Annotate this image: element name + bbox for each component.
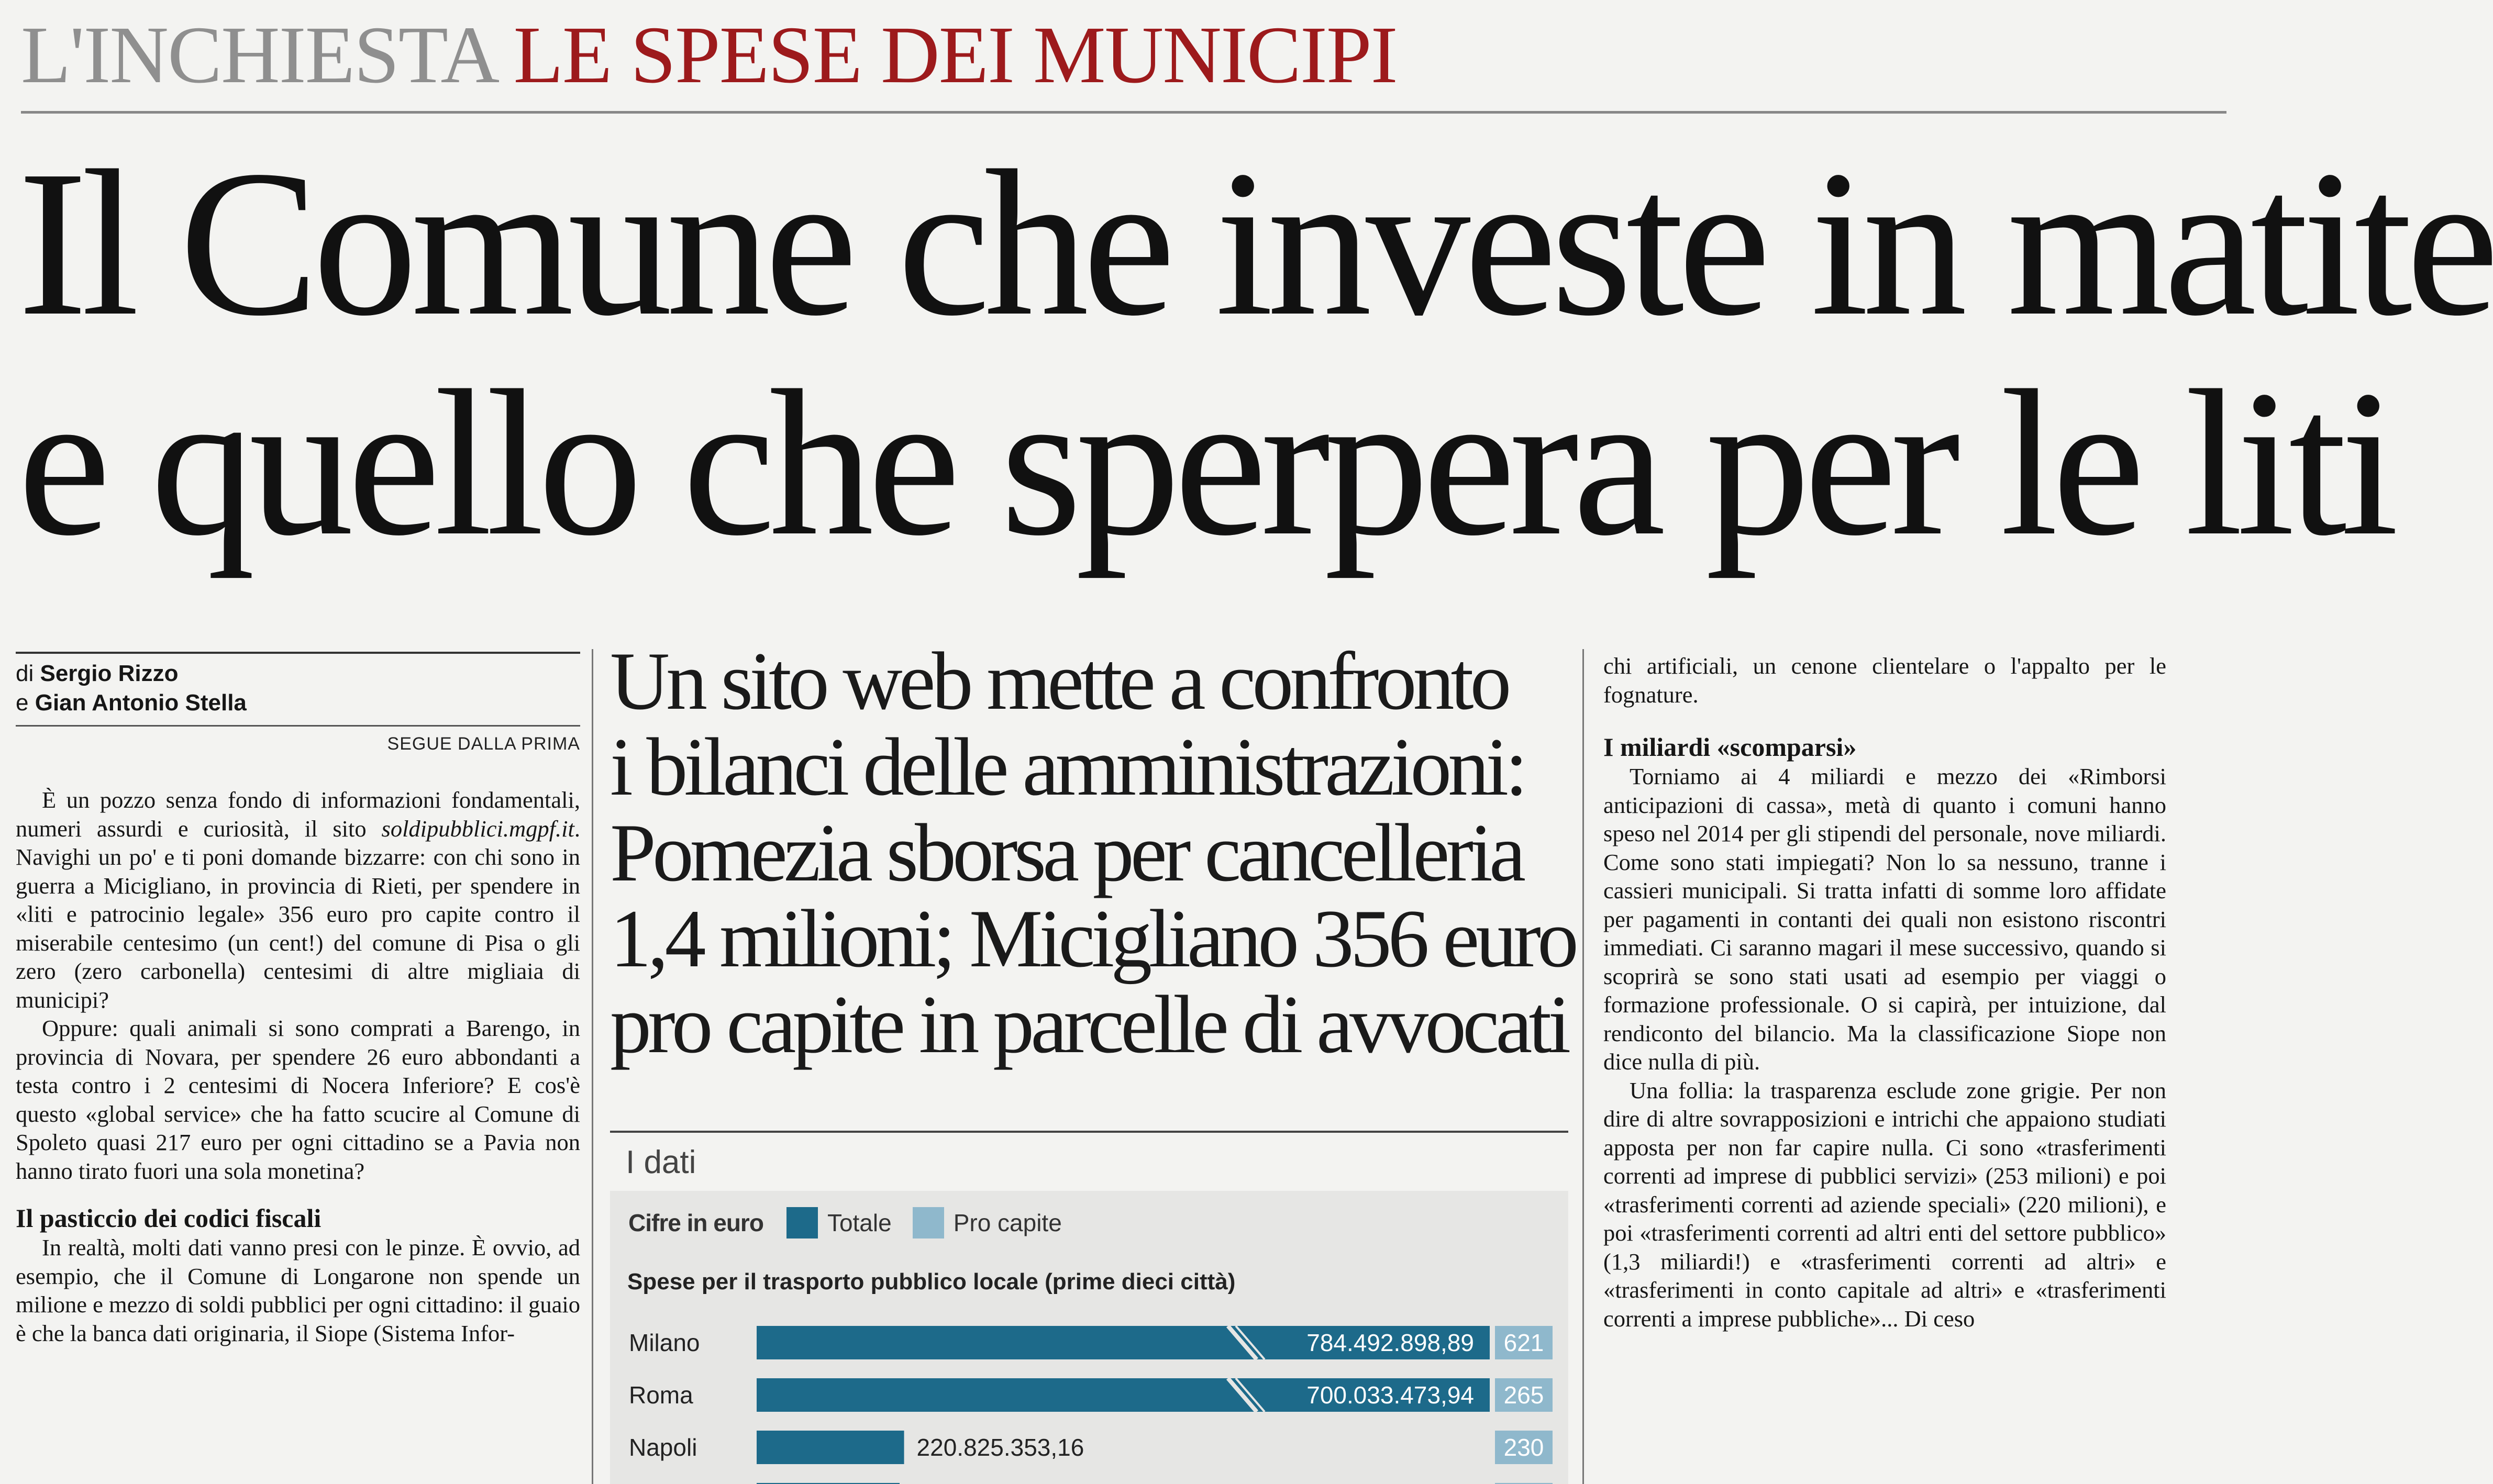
kicker-section: LE SPESE DEI MUNICIPI [513,9,1397,100]
author-1: Sergio Rizzo [40,661,179,686]
deck [610,635,1575,1070]
headline-line-2: e quello che sperpera per le liti [18,347,2393,579]
value-label-total: 700.033.473,94 [1306,1381,1474,1409]
category-label: Milano [629,1329,700,1356]
category-label: Roma [629,1381,693,1409]
chart-legend [628,1207,1062,1238]
value-label-per-capita: 621 [1503,1329,1544,1356]
section-kicker [21,5,1397,105]
byline-prefix-2: e [16,690,29,716]
left-column [16,652,580,1347]
legend-swatch-per-capita [913,1207,944,1238]
value-label-per-capita: 265 [1503,1381,1544,1409]
deck-line: pro capite in parcelle di avvocati [610,979,1568,1070]
paragraph: In realtà, molti dati vanno presi con le pinze. È ovvio, ad esempio, che il Comune di Longarone non spende un milione e mezzo di soldi pubblici per ogni cittadino: il guaio è che la banca dati originaria, il Siope (Sistema Infor- [16,1234,580,1346]
value-label-per-capita: 230 [1503,1434,1544,1461]
right-column [1603,652,2166,1333]
deck-line: Un sito web mette a confronto [610,635,1508,727]
value-label-total: 220.825.353,16 [916,1434,1084,1461]
top-divider [21,111,2226,114]
bar-chart [610,1316,1568,1484]
paragraph [16,786,580,1014]
paragraph: Una follia: la trasparenza esclude zone grigie. Per non dire di altre sovrapposizioni e intrichi che appaiono studiati apposta per non far capire nulla. Ci sono «trasferimenti correnti ad imprese di pubblici servizi» (253 milioni) e poi «trasferimenti correnti ad aziende speciali» (220 milioni), e poi «trasferimenti correnti ad altri enti del settore pubblico» (1,3 miliardi!) e «trasferimenti correnti ad altri» e «trasferimenti in conto capitale ad altri» e «trasferimenti correnti a imprese pubbliche»... Di ceso [1603,1077,2166,1332]
byline [16,654,580,718]
chart-title: Spese per il trasporto pubblico locale (prime dieci città) [627,1269,1236,1295]
paragraph-text: È un pozzo senza fondo di informazioni fondamentali, numeri assurdi e curiosità, il sito [16,787,580,842]
subheading: Il pasticcio dei codici fiscali [16,1203,322,1233]
infographic-title: I dati [626,1144,696,1180]
bar-total [757,1431,904,1464]
unit-label: Cifre in euro [628,1209,763,1236]
subheading: I miliardi «scomparsi» [1603,732,1857,762]
legend-label-per-capita: Pro capite [953,1209,1062,1236]
kicker-label: L'INCHIESTA [21,9,494,100]
legend-label-total: Totale [827,1209,892,1236]
infographic-rule [610,1131,1568,1133]
deck-line: Pomezia sborsa per cancelleria [610,807,1523,899]
paragraph: Oppure: quali animali si sono comprati a Barengo, in provincia di Novara, per spendere 26 euro abbondanti a testa contro i 2 centesimi di Nocera Inferiore? E cos'è questo «global service» che ha fatto scucire al Comune di Spoleto quasi 217 euro per ogni cittadino se a Pavia non hanno tirato fuori una sola monetina? [16,1015,580,1184]
headline-line-1: Il Comune che investe in matite [18,127,2493,359]
deck-line: i bilanci delle amministrazioni: [610,721,1525,813]
author-2: Gian Antonio Stella [35,690,247,716]
category-label: Napoli [629,1434,697,1461]
article-body-left [16,786,580,1347]
byline-prefix-1: di [16,661,34,686]
paragraph: Torniamo ai 4 miliardi e mezzo dei «Rimborsi anticipazioni di cassa», metà di quanto i comuni hanno speso nel 2014 per gli stipendi del personale, nove miliardi. Come sono stati impiegati? Non lo sa nessuno, tranne i cassieri municipali. Si tratta infatti di somme loro affidate per pagamenti in contanti dei quali non esistono riscontri immediati. Ci saranno magari il mese successivo, quando si scoprirà se sono stati usati ad esempio per viaggi o formazione professionale. O si capirà, per intuizione, dal rendiconto del bilancio. Ma la classificazione Siope non dice nulla di più. [1603,763,2166,1075]
legend-swatch-total [786,1207,818,1238]
paragraph-text: . Navighi un po' e ti poni domande bizzarre: con chi sono in guerra a Micigliano, in provincia di Rieti, per spendere in «liti e patrocinio legale» 356 euro pro capite contro il miserabile centesimo (un cent!) del comune di Pisa o gli zero (zero carbonella) centesimi di altre migliaia di municipi? [16,815,580,1013]
site-link: soldipubblici.mgpf.it [381,815,574,842]
deck-line: 1,4 milioni; Micigliano 356 euro [610,893,1575,985]
value-label-total: 784.492.898,89 [1306,1329,1474,1356]
paragraph: chi artificiali, un cenone clientelare o l'appalto per le fognature. [1603,653,2166,708]
column-divider [592,649,593,1484]
column-divider [1582,649,1584,1484]
continued-label: SEGUE DALLA PRIMA [387,734,580,754]
byline-divider [16,725,580,727]
